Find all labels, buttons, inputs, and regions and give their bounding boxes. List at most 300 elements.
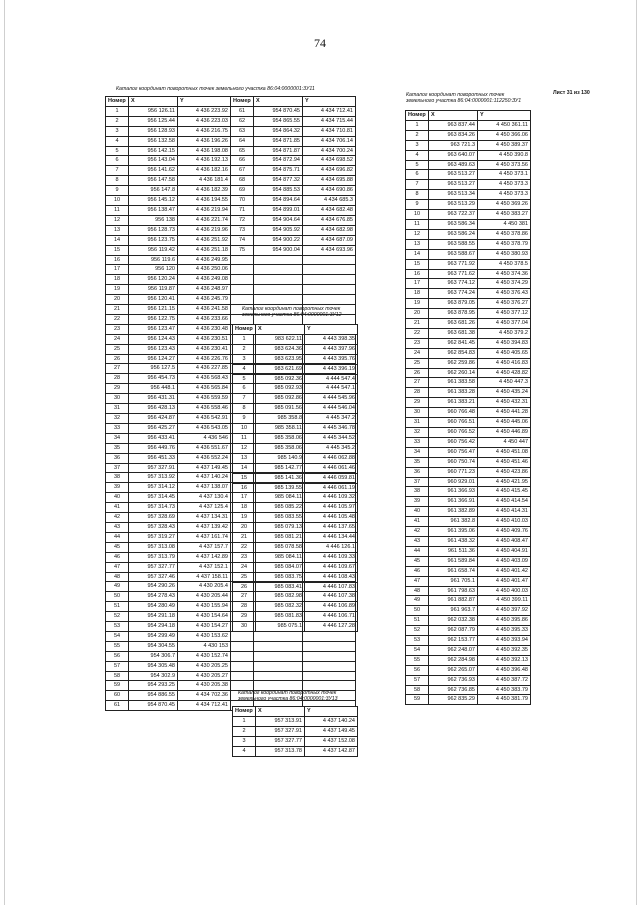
y-coordinate-cell: 4 450 410.03 <box>478 517 531 527</box>
y-coordinate-cell: 4 450 447 <box>478 437 531 447</box>
x-coordinate-cell: 957 327.77 <box>256 736 305 746</box>
empty-cell <box>303 255 356 265</box>
x-coordinate-cell: 961 383.28 <box>429 388 478 398</box>
empty-cell <box>303 285 356 295</box>
table-row <box>406 497 531 507</box>
point-number-cell: 29 <box>106 384 129 394</box>
x-coordinate-cell: 961 963.7 <box>429 606 478 616</box>
y-coordinate-cell: 4 436 223.03 <box>178 116 231 126</box>
x-coordinate-cell: 960 756.47 <box>429 447 478 457</box>
col-header: Номер <box>106 97 129 107</box>
x-coordinate-cell: 961 882.87 <box>429 596 478 606</box>
table-row <box>406 358 531 368</box>
point-number-cell: 49 <box>406 596 429 606</box>
x-coordinate-cell: 962 841.45 <box>429 338 478 348</box>
x-coordinate-cell: 957 327.91 <box>129 463 178 473</box>
y-coordinate-cell: 4 434 687.09 <box>303 235 356 245</box>
table-row <box>406 487 531 497</box>
empty-cell <box>231 651 254 661</box>
table-row <box>406 378 531 388</box>
y-coordinate-cell: 4 450 421.95 <box>478 477 531 487</box>
empty-cell <box>303 641 356 651</box>
x-coordinate-cell: 963 834.26 <box>429 130 478 140</box>
x-coordinate-cell: 956 127.5 <box>129 364 178 374</box>
table-row <box>106 245 356 255</box>
x-coordinate-cell: 956 142.15 <box>129 146 178 156</box>
point-number-cell: 69 <box>231 186 254 196</box>
table-row <box>406 338 531 348</box>
x-coordinate-cell: 963 513.27 <box>429 180 478 190</box>
y-coordinate-cell: 4 436 227.85 <box>178 364 231 374</box>
table-row <box>106 631 356 641</box>
x-coordinate-cell: 962 736.93 <box>429 675 478 685</box>
y-coordinate-cell: 4 450 373.3 <box>478 190 531 200</box>
y-coordinate-cell: 4 450 399.11 <box>478 596 531 606</box>
y-coordinate-cell: 4 445 344.52 <box>305 433 358 443</box>
y-coordinate-cell: 4 436 181.4 <box>178 176 231 186</box>
point-number-cell: 55 <box>106 641 129 651</box>
col-header: Номер <box>233 707 256 717</box>
empty-cell <box>254 285 303 295</box>
table4-header-row <box>406 111 531 121</box>
x-coordinate-cell: 960 756.42 <box>429 437 478 447</box>
x-coordinate-cell: 960 766.51 <box>429 418 478 428</box>
y-coordinate-cell: 4 436 249.08 <box>178 275 231 285</box>
point-number-cell: 37 <box>406 477 429 487</box>
point-number-cell: 25 <box>406 358 429 368</box>
x-coordinate-cell: 963 513.27 <box>429 170 478 180</box>
y-coordinate-cell: 4 434 710.81 <box>303 126 356 136</box>
y-coordinate-cell: 4 450 373.3 <box>478 180 531 190</box>
point-number-cell: 13 <box>106 225 129 235</box>
point-number-cell: 30 <box>233 622 256 632</box>
table-row <box>233 354 358 364</box>
x-coordinate-cell: 962 835.29 <box>429 695 478 705</box>
y-coordinate-cell: 4 450 361.11 <box>478 120 531 130</box>
x-coordinate-cell: 957 327.77 <box>129 562 178 572</box>
x-coordinate-cell: 956 143.04 <box>129 156 178 166</box>
table-row <box>233 592 358 602</box>
y-coordinate-cell: 4 436 233.66 <box>178 314 231 324</box>
point-number-cell: 5 <box>233 374 256 384</box>
table-row <box>233 483 358 493</box>
empty-cell <box>231 631 254 641</box>
x-coordinate-cell: 957 327.46 <box>129 572 178 582</box>
table-row <box>406 140 531 150</box>
x-coordinate-cell: 956 138 <box>129 215 178 225</box>
y-coordinate-cell: 4 450 435.24 <box>478 388 531 398</box>
table-row <box>406 219 531 229</box>
point-number-cell: 33 <box>106 423 129 433</box>
y-coordinate-cell: 4 436 543.05 <box>178 423 231 433</box>
point-number-cell: 35 <box>106 443 129 453</box>
table-row <box>406 130 531 140</box>
point-number-cell: 10 <box>233 424 256 434</box>
y-coordinate-cell: 4 450 379.2 <box>478 328 531 338</box>
table-row <box>406 299 531 309</box>
table-row <box>406 695 531 705</box>
x-coordinate-cell: 954 865.55 <box>254 116 303 126</box>
table-row <box>233 602 358 612</box>
y-coordinate-cell: 4 450 415.45 <box>478 487 531 497</box>
table-row <box>106 215 356 225</box>
x-coordinate-cell: 985 083.41 <box>256 582 305 592</box>
y-coordinate-cell: 4 445 345.2 <box>305 443 358 453</box>
x-coordinate-cell: 954 871.87 <box>254 146 303 156</box>
table-row <box>233 334 358 344</box>
point-number-cell: 42 <box>406 527 429 537</box>
y-coordinate-cell: 4 436 551.67 <box>178 443 231 453</box>
table3-header-row <box>233 707 358 717</box>
point-number-cell: 25 <box>233 572 256 582</box>
y-coordinate-cell: 4 450 383.79 <box>478 685 531 695</box>
page-number: 74 <box>314 36 326 50</box>
point-number-cell: 71 <box>231 205 254 215</box>
x-coordinate-cell: 956 119.6 <box>129 255 178 265</box>
x-coordinate-cell: 956 141.62 <box>129 166 178 176</box>
table-row <box>233 424 358 434</box>
x-coordinate-cell: 956 132.58 <box>129 136 178 146</box>
x-coordinate-cell: 961 366.91 <box>429 497 478 507</box>
point-number-cell: 20 <box>106 295 129 305</box>
table-row <box>106 295 356 305</box>
y-coordinate-cell: 4 436 249.95 <box>178 255 231 265</box>
x-coordinate-cell: 954 299.49 <box>129 631 178 641</box>
x-coordinate-cell: 961 383.21 <box>429 398 478 408</box>
y-coordinate-cell: 4 434 695.88 <box>303 176 356 186</box>
point-number-cell: 64 <box>231 136 254 146</box>
x-coordinate-cell: 956 451.33 <box>129 453 178 463</box>
y-coordinate-cell: 4 450 380.93 <box>478 249 531 259</box>
y-coordinate-cell: 4 446 137.65 <box>305 523 358 533</box>
x-coordinate-cell: 954 900.22 <box>254 235 303 245</box>
table-row <box>106 156 356 166</box>
table1-header-row <box>106 97 356 107</box>
y-coordinate-cell: 4 437 149.45 <box>305 726 358 736</box>
y-coordinate-cell: 4 430 152.74 <box>178 651 231 661</box>
point-number-cell: 19 <box>406 299 429 309</box>
point-number-cell: 15 <box>233 473 256 483</box>
x-coordinate-cell: 956 128.73 <box>129 225 178 235</box>
point-number-cell: 4 <box>106 136 129 146</box>
y-coordinate-cell: 4 450 383.27 <box>478 210 531 220</box>
table-row <box>233 716 358 726</box>
point-number-cell: 39 <box>106 483 129 493</box>
empty-cell <box>254 275 303 285</box>
table-row <box>106 166 356 176</box>
table2-title-line: Каталог координат поворотных точек <box>242 306 341 312</box>
y-coordinate-cell: 4 434 696.82 <box>303 166 356 176</box>
point-number-cell: 17 <box>233 493 256 503</box>
point-number-cell: 19 <box>233 513 256 523</box>
table-row <box>233 513 358 523</box>
x-coordinate-cell: 963 513.29 <box>429 200 478 210</box>
point-number-cell: 41 <box>406 517 429 527</box>
table2-coordinates <box>232 324 358 632</box>
empty-cell <box>231 265 254 275</box>
point-number-cell: 73 <box>231 225 254 235</box>
point-number-cell: 2 <box>106 116 129 126</box>
point-number-cell: 3 <box>233 354 256 364</box>
table-row <box>233 736 358 746</box>
x-coordinate-cell: 960 766.48 <box>429 408 478 418</box>
table-row <box>106 255 356 265</box>
point-number-cell: 12 <box>106 215 129 225</box>
table3-title-line: Каталог координат поворотных точек <box>238 690 337 696</box>
point-number-cell: 24 <box>406 348 429 358</box>
empty-cell <box>231 285 254 295</box>
table-row <box>406 546 531 556</box>
table-row <box>233 523 358 533</box>
y-coordinate-cell: 4 446 109.33 <box>305 552 358 562</box>
table-row <box>106 176 356 186</box>
point-number-cell: 63 <box>231 126 254 136</box>
x-coordinate-cell: 983 624.36 <box>256 344 305 354</box>
point-number-cell: 17 <box>106 265 129 275</box>
table-row <box>406 606 531 616</box>
x-coordinate-cell: 957 328.69 <box>129 513 178 523</box>
x-coordinate-cell: 962 260.14 <box>429 368 478 378</box>
point-number-cell: 1 <box>106 106 129 116</box>
point-number-cell: 54 <box>106 631 129 641</box>
table-row <box>406 408 531 418</box>
x-coordinate-cell: 985 358.06 <box>256 433 305 443</box>
table4-title-line: земельного участка 86:04:0000001:112250:ЗУ1 <box>406 98 522 105</box>
point-number-cell: 35 <box>406 457 429 467</box>
point-number-cell: 4 <box>233 746 256 756</box>
point-number-cell: 21 <box>106 305 129 315</box>
table-row <box>406 447 531 457</box>
y-coordinate-cell: 4 436 245.79 <box>178 295 231 305</box>
point-number-cell: 38 <box>106 473 129 483</box>
y-coordinate-cell: 4 430 153 <box>178 641 231 651</box>
point-number-cell: 8 <box>406 190 429 200</box>
point-number-cell: 7 <box>233 394 256 404</box>
x-coordinate-cell: 954 304.55 <box>129 641 178 651</box>
table-row <box>406 685 531 695</box>
y-coordinate-cell: 4 450 387.72 <box>478 675 531 685</box>
x-coordinate-cell: 954 305.48 <box>129 661 178 671</box>
x-coordinate-cell: 963 879.05 <box>429 299 478 309</box>
point-number-cell: 28 <box>406 388 429 398</box>
y-coordinate-cell: 4 436 194.55 <box>178 196 231 206</box>
empty-cell <box>254 651 303 661</box>
table-row <box>106 265 356 275</box>
table-row <box>406 428 531 438</box>
table2-title <box>242 306 342 319</box>
x-coordinate-cell: 983 622.11 <box>256 334 305 344</box>
table-row <box>233 384 358 394</box>
table-row <box>406 348 531 358</box>
x-coordinate-cell: 954 875.71 <box>254 166 303 176</box>
table-row <box>233 542 358 552</box>
y-coordinate-cell: 4 450 378.79 <box>478 239 531 249</box>
point-number-cell: 44 <box>406 546 429 556</box>
x-coordinate-cell: 961 395.06 <box>429 527 478 537</box>
y-coordinate-cell: 4 450 451.46 <box>478 457 531 467</box>
point-number-cell: 48 <box>106 572 129 582</box>
y-coordinate-cell: 4 446 106.71 <box>305 612 358 622</box>
point-number-cell: 25 <box>106 344 129 354</box>
y-coordinate-cell: 4 450 381 <box>478 219 531 229</box>
y-coordinate-cell: 4 436 219.96 <box>178 225 231 235</box>
x-coordinate-cell: 985 082.32 <box>256 602 305 612</box>
x-coordinate-cell: 963 771.62 <box>429 269 478 279</box>
y-coordinate-cell: 4 445 346.78 <box>305 424 358 434</box>
table-row <box>406 586 531 596</box>
table4-title <box>406 92 521 105</box>
x-coordinate-cell: 985 142.77 <box>256 463 305 473</box>
point-number-cell: 39 <box>406 497 429 507</box>
point-number-cell: 67 <box>231 166 254 176</box>
y-coordinate-cell: 4 446 107.83 <box>305 582 358 592</box>
y-coordinate-cell: 4 450 408.47 <box>478 536 531 546</box>
x-coordinate-cell: 957 313.78 <box>256 746 305 756</box>
point-number-cell: 24 <box>106 334 129 344</box>
x-coordinate-cell: 954 294.18 <box>129 622 178 632</box>
point-number-cell: 58 <box>406 685 429 695</box>
point-number-cell: 50 <box>106 592 129 602</box>
y-coordinate-cell: 4 436 226.76 <box>178 354 231 364</box>
empty-cell <box>303 671 356 681</box>
y-coordinate-cell: 4 430 205.44 <box>178 592 231 602</box>
x-coordinate-cell: 956 123.75 <box>129 235 178 245</box>
point-number-cell: 16 <box>406 269 429 279</box>
point-number-cell: 32 <box>406 428 429 438</box>
point-number-cell: 45 <box>106 542 129 552</box>
point-number-cell: 3 <box>406 140 429 150</box>
point-number-cell: 40 <box>106 493 129 503</box>
table-row <box>406 170 531 180</box>
scan-right-edge <box>636 0 637 905</box>
point-number-cell: 18 <box>406 289 429 299</box>
x-coordinate-cell: 957 313.08 <box>129 542 178 552</box>
table-row <box>106 275 356 285</box>
col-header: X <box>254 97 303 107</box>
point-number-cell: 34 <box>106 433 129 443</box>
empty-cell <box>254 631 303 641</box>
point-number-cell: 31 <box>406 418 429 428</box>
y-coordinate-cell: 4 450 389.37 <box>478 140 531 150</box>
point-number-cell: 30 <box>406 408 429 418</box>
table-row <box>233 414 358 424</box>
y-coordinate-cell: 4 434 698.52 <box>303 156 356 166</box>
point-number-cell: 43 <box>406 536 429 546</box>
point-number-cell: 4 <box>233 364 256 374</box>
point-number-cell: 10 <box>406 210 429 220</box>
y-coordinate-cell: 4 450 423.86 <box>478 467 531 477</box>
table-row <box>233 572 358 582</box>
y-coordinate-cell: 4 450 378.5 <box>478 259 531 269</box>
y-coordinate-cell: 4 436 546 <box>178 433 231 443</box>
table3-title-line: земельного участка 86:04:0000001:3У13 <box>238 696 338 703</box>
table-row <box>106 126 356 136</box>
table-row <box>406 576 531 586</box>
x-coordinate-cell: 956 147.8 <box>129 186 178 196</box>
y-coordinate-cell: 4 436 248.97 <box>178 285 231 295</box>
x-coordinate-cell: 956 147.58 <box>129 176 178 186</box>
point-number-cell: 5 <box>106 146 129 156</box>
y-coordinate-cell: 4 434 685.3 <box>303 196 356 206</box>
point-number-cell: 47 <box>106 562 129 572</box>
table2-title-line: земельного участка 86:04:0000001:3У12 <box>242 312 342 319</box>
table-row <box>106 146 356 156</box>
table-row <box>406 388 531 398</box>
y-coordinate-cell: 4 450 432.31 <box>478 398 531 408</box>
y-coordinate-cell: 4 450 374.29 <box>478 279 531 289</box>
x-coordinate-cell: 963 513.34 <box>429 190 478 200</box>
y-coordinate-cell: 4 450 404.91 <box>478 546 531 556</box>
y-coordinate-cell: 4 436 230.51 <box>178 334 231 344</box>
table-row <box>106 196 356 206</box>
x-coordinate-cell: 954 291.18 <box>129 612 178 622</box>
point-number-cell: 46 <box>406 566 429 576</box>
x-coordinate-cell: 956 128.93 <box>129 126 178 136</box>
x-coordinate-cell: 956 454.73 <box>129 374 178 384</box>
y-coordinate-cell: 4 437 142.89 <box>178 552 231 562</box>
x-coordinate-cell: 957 314.73 <box>129 503 178 513</box>
y-coordinate-cell: 4 434 682.48 <box>303 205 356 215</box>
x-coordinate-cell: 956 119.42 <box>129 245 178 255</box>
point-number-cell: 75 <box>231 245 254 255</box>
point-number-cell: 9 <box>106 186 129 196</box>
point-number-cell: 21 <box>406 319 429 329</box>
point-number-cell: 6 <box>406 170 429 180</box>
x-coordinate-cell: 985 084.11 <box>256 552 305 562</box>
y-coordinate-cell: 4 450 397.92 <box>478 606 531 616</box>
col-header: Y <box>305 707 358 717</box>
table3-title <box>238 690 338 703</box>
table-row <box>406 239 531 249</box>
empty-cell <box>231 671 254 681</box>
x-coordinate-cell: 985 075.1 <box>256 622 305 632</box>
y-coordinate-cell: 4 446 105.48 <box>305 513 358 523</box>
table-row <box>406 645 531 655</box>
point-number-cell: 52 <box>106 612 129 622</box>
table-row <box>233 746 358 756</box>
y-coordinate-cell: 4 450 394.83 <box>478 338 531 348</box>
col-header: Номер <box>231 97 254 107</box>
table2-header-row <box>233 325 358 335</box>
x-coordinate-cell: 956 448.1 <box>129 384 178 394</box>
table-row <box>233 433 358 443</box>
x-coordinate-cell: 985 358.06 <box>256 443 305 453</box>
table-row <box>406 398 531 408</box>
x-coordinate-cell: 954 293.25 <box>129 681 178 691</box>
x-coordinate-cell: 960 929.01 <box>429 477 478 487</box>
y-coordinate-cell: 4 434 682.98 <box>303 225 356 235</box>
x-coordinate-cell: 957 313.91 <box>256 716 305 726</box>
x-coordinate-cell: 961 589.84 <box>429 556 478 566</box>
point-number-cell: 29 <box>406 398 429 408</box>
point-number-cell: 36 <box>406 467 429 477</box>
table-row <box>233 493 358 503</box>
x-coordinate-cell: 963 681.38 <box>429 328 478 338</box>
point-number-cell: 27 <box>106 364 129 374</box>
table-row <box>106 106 356 116</box>
point-number-cell: 51 <box>406 616 429 626</box>
y-coordinate-cell: 4 436 216.75 <box>178 126 231 136</box>
x-coordinate-cell: 957 313.79 <box>129 552 178 562</box>
empty-cell <box>254 295 303 305</box>
point-number-cell: 15 <box>106 245 129 255</box>
y-coordinate-cell: 4 437 138.07 <box>178 483 231 493</box>
point-number-cell: 62 <box>231 116 254 126</box>
table-row <box>233 374 358 384</box>
y-coordinate-cell: 4 446 062.88 <box>305 453 358 463</box>
y-coordinate-cell: 4 437 125.4 <box>178 503 231 513</box>
table-row <box>406 566 531 576</box>
